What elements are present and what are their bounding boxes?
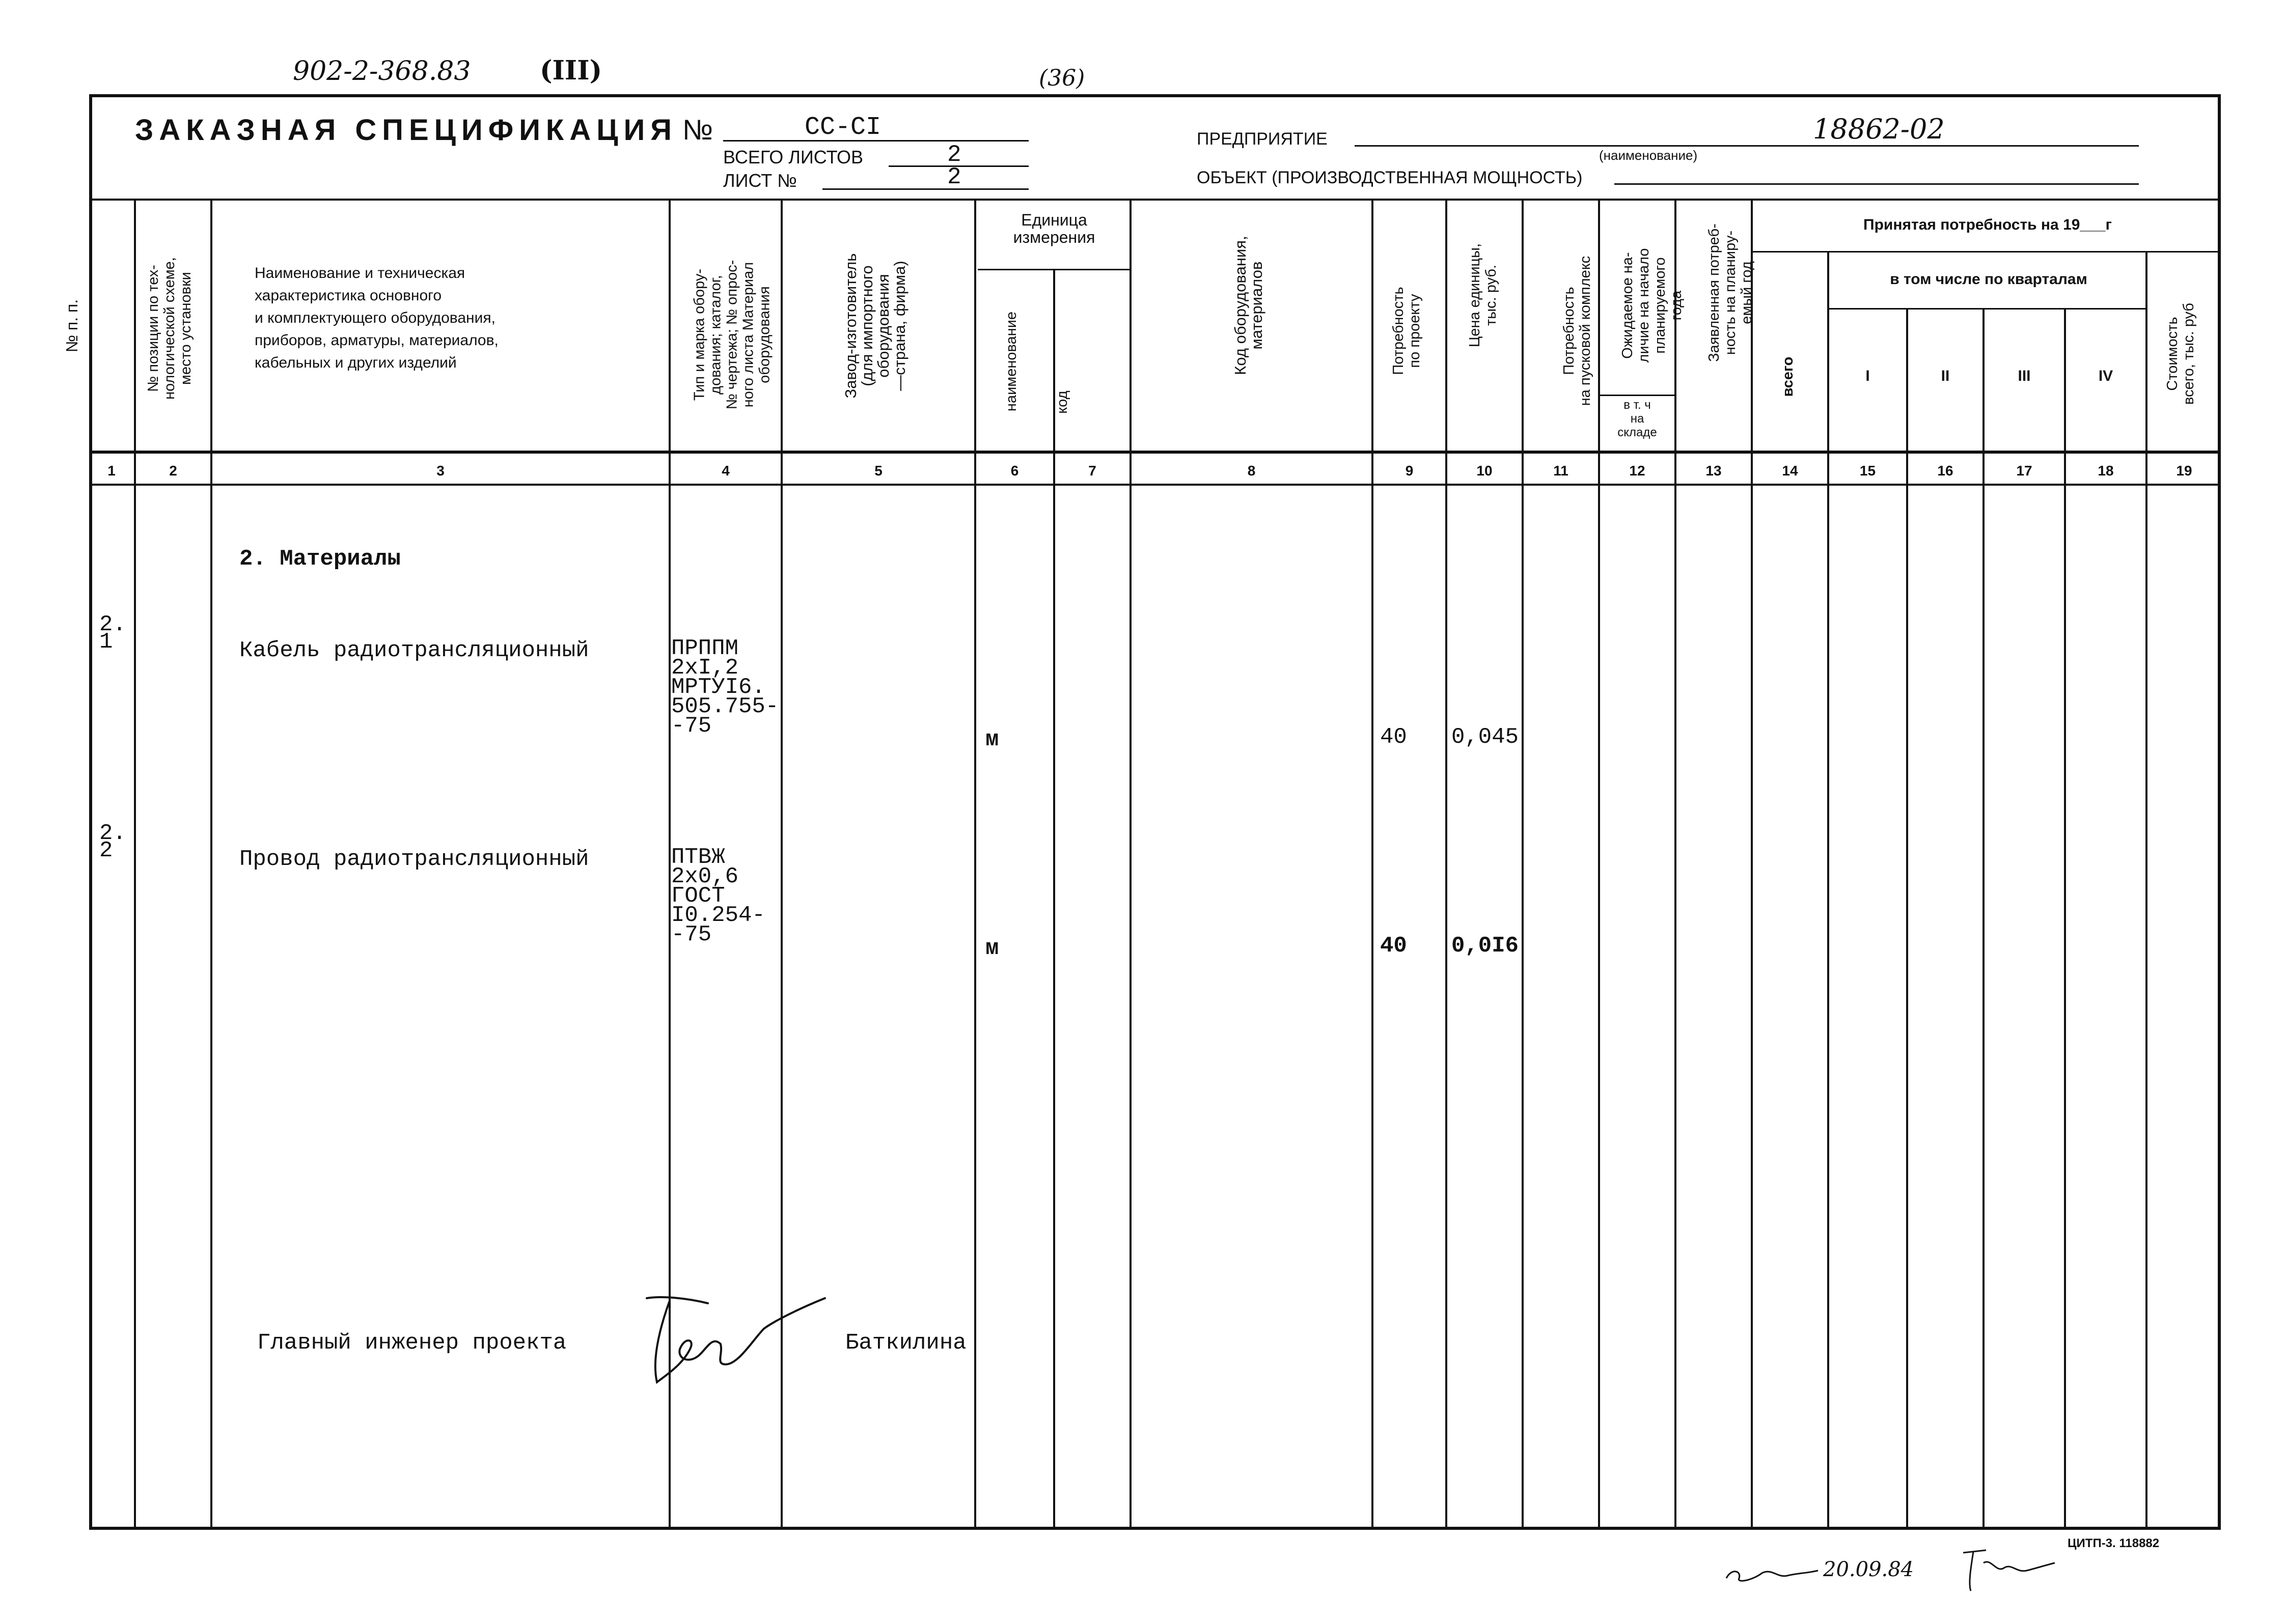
row-2-name: Провод радиотрансляционный <box>239 847 589 872</box>
sheet-number-value: 2 <box>947 164 961 190</box>
object-label: ОБЪЕКТ (ПРОИЗВОДСТВЕННАЯ МОЩНОСТЬ) <box>1197 168 1583 187</box>
col-number: 5 <box>874 463 883 479</box>
initials-icon <box>1956 1543 2057 1593</box>
col-number: 16 <box>1937 463 1953 479</box>
row-1-name: Кабель радиотрансляционный <box>239 638 589 663</box>
header-unit-name: наименование <box>1003 311 1020 412</box>
header-type-mark: Тип и марка обору- дования; каталог, № чертежа; № опрос- ного листа Материал оборудования <box>691 260 773 410</box>
col-number: 15 <box>1859 463 1876 479</box>
header-launch-need: Потребность на пусковой комплекс <box>1561 256 1593 406</box>
col-number: 6 <box>1010 463 1019 479</box>
row-2-type: ПТВЖ 2х0,6 ГОСТ I0.254- -75 <box>671 845 765 947</box>
header-cost: Стоимость всего, тыс. руб <box>2164 303 2197 405</box>
col-number: 1 <box>107 463 116 479</box>
header-total: всего <box>1780 356 1796 397</box>
header-unit-group: Единица измерения <box>1013 211 1095 246</box>
col-number: 7 <box>1088 463 1096 479</box>
col-number: 8 <box>1247 463 1256 479</box>
row-1-unit: м <box>985 727 999 752</box>
page-number: (36) <box>1039 65 1085 91</box>
sheets-total-value: 2 <box>947 142 961 168</box>
header-name: Наименование и техническая характеристика основного и комплектующего оборудования, приборов, арматуры, материалов, кабельных и других изделий <box>255 265 499 371</box>
header-in-warehouse: в т. ч на складе <box>1617 398 1657 439</box>
enterprise-label: ПРЕДПРИЯТИЕ <box>1197 129 1328 149</box>
row-2-qty: 40 <box>1380 933 1407 959</box>
signer-name: Баткилина <box>845 1330 967 1356</box>
sheets-total-label: ВСЕГО ЛИСТОВ <box>723 147 863 167</box>
header-unit-price: Цена единицы, тыс. руб. <box>1467 243 1499 348</box>
col-number: 11 <box>1553 463 1568 479</box>
header-equipment-code: Код оборудования, материалов <box>1231 236 1265 375</box>
section-heading: 2. Материалы <box>239 546 401 572</box>
col-number: 13 <box>1705 463 1722 479</box>
sheet-number-label: ЛИСТ № <box>723 170 797 191</box>
spec-number: CC-CI <box>805 113 882 142</box>
col-number: 4 <box>722 463 730 479</box>
header-unit-code: код <box>1054 390 1070 414</box>
header-project-need: Потребность по проекту <box>1390 287 1423 375</box>
header-quarter-1: I <box>1865 368 1870 384</box>
col-number: 12 <box>1629 463 1645 479</box>
doc-volume: (III) <box>540 55 602 86</box>
row-2-price: 0,0I6 <box>1451 933 1519 959</box>
col-number: 18 <box>2098 463 2114 479</box>
spec-number-label: № <box>682 114 713 146</box>
header-position: № позиции по тех- нологической схеме, место установки <box>145 257 194 400</box>
col-number: 3 <box>436 463 445 479</box>
signer-title: Главный инженер проекта <box>257 1330 567 1356</box>
row-2-unit: м <box>985 936 999 961</box>
row-1-price: 0,045 <box>1451 724 1519 750</box>
col-number: 14 <box>1782 463 1798 479</box>
handwritten-date: 20.09.84 <box>1823 1558 1914 1581</box>
row-2-number: 2. 2 <box>99 821 126 863</box>
enterprise-value: 18862-02 <box>1813 113 1945 145</box>
enterprise-name-hint: (наименование) <box>1599 148 1698 163</box>
header-accepted-need: Принятая потребность на 19___г <box>1863 216 2112 233</box>
header-manufacturer: Завод-изготовитель (для импортного оборудования —страна, фирма) <box>842 253 908 399</box>
header-quarter-4: IV <box>2098 368 2113 384</box>
col-number: 19 <box>2176 463 2192 479</box>
col-number: 9 <box>1405 463 1414 479</box>
row-1-type: ПРППМ 2хI,2 МРТУI6. 505.755- -75 <box>671 636 779 739</box>
col-number: 10 <box>1476 463 1493 479</box>
stamp-code: ЦИТП-3. 118882 <box>2068 1536 2160 1550</box>
row-1-qty: 40 <box>1380 724 1407 750</box>
row-1-number: 2. 1 <box>99 612 126 655</box>
form-title: ЗАКАЗНАЯ СПЕЦИФИКАЦИЯ <box>135 114 677 147</box>
header-quarter-3: III <box>2018 368 2031 384</box>
header-declared-need: Заявленная потреб- ность на планиру- емый год <box>1706 223 1755 362</box>
col-number: 17 <box>2016 463 2032 479</box>
doc-code: 902-2-368.83 <box>293 56 471 87</box>
header-quarter-2: II <box>1941 368 1950 384</box>
header-quarters: в том числе по кварталам <box>1890 271 2087 288</box>
header-row-number: № п. п. <box>63 299 81 353</box>
signature-icon <box>631 1288 835 1390</box>
col-number: 2 <box>169 463 177 479</box>
handwritten-note-icon <box>1721 1558 1823 1588</box>
header-expected-stock: Ожидаемое на- личие на начало планируемого года <box>1619 248 1685 363</box>
